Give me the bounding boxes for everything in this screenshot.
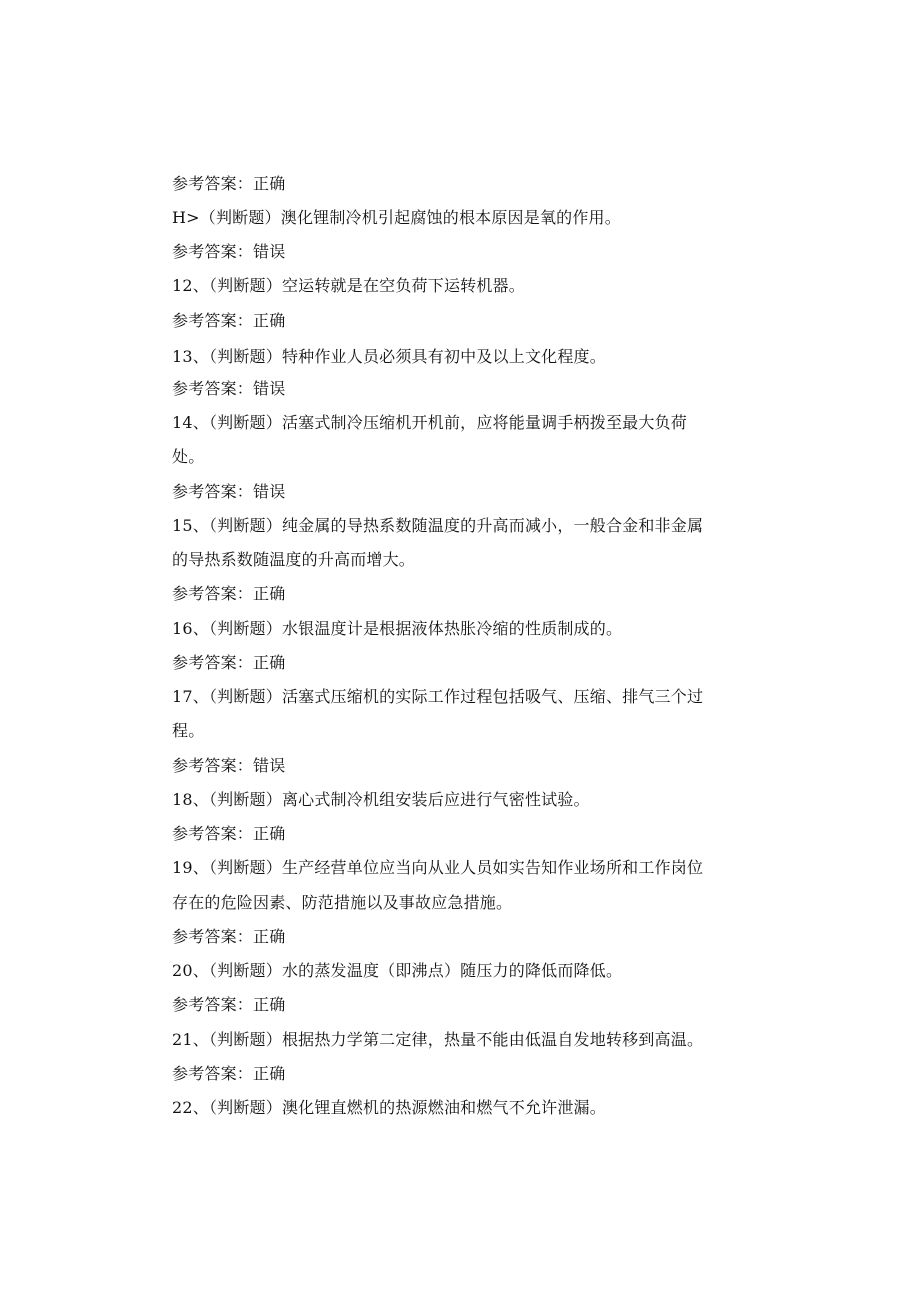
question-13: 13、（判断题）特种作业人员必须具有初中及以上文化程度。: [172, 347, 606, 366]
question-18: 18、（判断题）离心式制冷机组安装后应进行气密性试验。: [172, 790, 590, 809]
answer-line: 参考答案：正确: [172, 174, 286, 193]
question-17-continued: 程。: [172, 721, 205, 740]
question-11: H>（判断题）澳化锂制冷机引起腐蚀的根本原因是氧的作用。: [172, 208, 621, 227]
question-12: 12、（判断题）空运转就是在空负荷下运转机器。: [172, 276, 525, 295]
answer-line: 参考答案：正确: [172, 927, 286, 946]
question-21: 21、（判断题）根据热力学第二定律，热量不能由低温自发地转移到高温。: [172, 1030, 704, 1049]
answer-line: 参考答案：正确: [172, 1064, 286, 1083]
question-15: 15、（判断题）纯金属的导热系数随温度的升高而减小，一般合金和非金属: [172, 516, 704, 535]
answer-line: 参考答案：正确: [172, 584, 286, 603]
question-20: 20、（判断题）水的蒸发温度（即沸点）随压力的降低而降低。: [172, 961, 623, 980]
question-19-continued: 存在的危险因素、防范措施以及事故应急措施。: [172, 893, 513, 912]
answer-line: 参考答案：错误: [172, 756, 286, 775]
question-19: 19、（判断题）生产经营单位应当向从业人员如实告知作业场所和工作岗位: [172, 858, 704, 877]
answer-line: 参考答案：正确: [172, 995, 286, 1014]
answer-line: 参考答案：正确: [172, 824, 286, 843]
answer-line: 参考答案：正确: [172, 311, 286, 330]
answer-line: 参考答案：错误: [172, 242, 286, 261]
question-22: 22、（判断题）澳化锂直燃机的热源燃油和燃气不允许泄漏。: [172, 1098, 606, 1117]
answer-line: 参考答案：正确: [172, 653, 286, 672]
question-15-continued: 的导热系数随温度的升高而增大。: [172, 550, 416, 569]
question-14-continued: 处。: [172, 447, 205, 466]
question-17: 17、（判断题）活塞式压缩机的实际工作过程包括吸气、压缩、排气三个过: [172, 687, 704, 706]
question-14: 14、（判断题）活塞式制冷压缩机开机前，应将能量调手柄拨至最大负荷: [172, 413, 687, 432]
question-16: 16、（判断题）水银温度计是根据液体热胀冷缩的性质制成的。: [172, 619, 623, 638]
answer-line: 参考答案：错误: [172, 379, 286, 398]
answer-line: 参考答案：错误: [172, 482, 286, 501]
